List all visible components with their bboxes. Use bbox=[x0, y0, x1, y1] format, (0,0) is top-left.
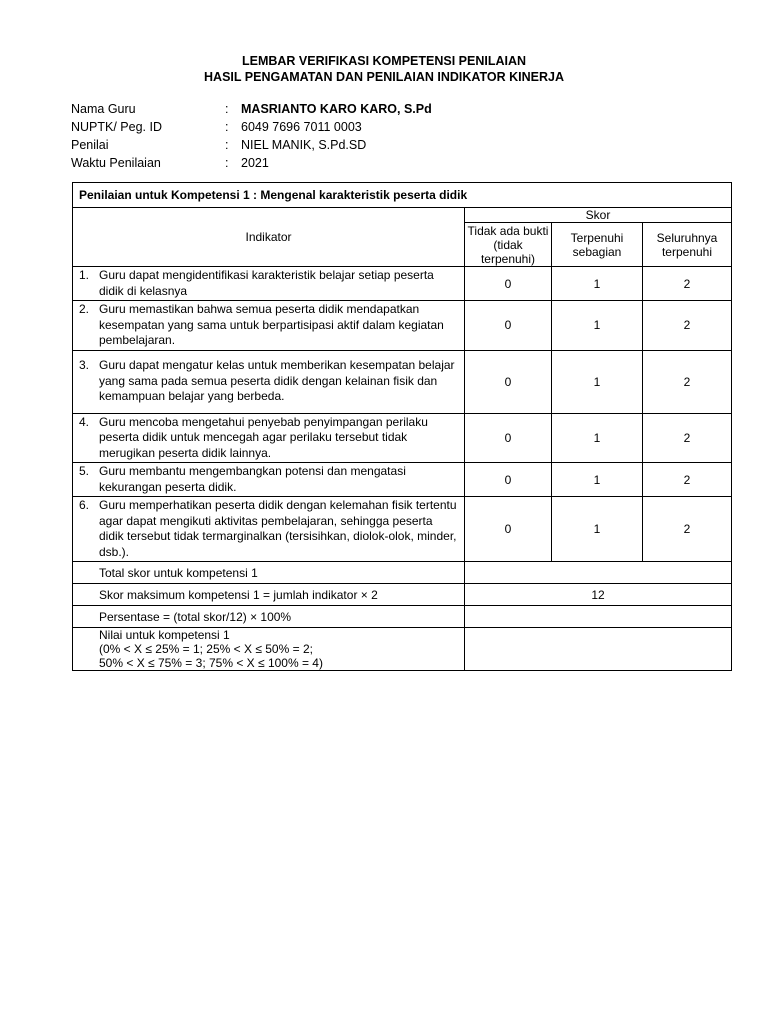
score-1: 1 bbox=[552, 301, 643, 351]
info-value-penilai: NIEL MANIK, S.Pd.SD bbox=[241, 138, 367, 152]
percentage-label: Persentase = (total skor/12) × 100% bbox=[73, 606, 465, 628]
score-1: 1 bbox=[552, 267, 643, 301]
indicator-cell bbox=[73, 301, 465, 351]
assessment-table bbox=[72, 182, 732, 671]
competency-title-row bbox=[73, 183, 732, 208]
score-0: 0 bbox=[465, 497, 552, 562]
score-1: 1 bbox=[552, 350, 643, 413]
indicator-text: Guru memperhatikan peserta didik dengan kelemahan fisik tertentu agar dapat mengikuti aktivitas pembelajaran, sehingga peserta didik tersebut tidak termarginalkan (tersisihkan, diolok-olok, minder, dsb.). bbox=[99, 498, 457, 559]
table-row bbox=[73, 301, 732, 351]
info-label: Waktu Penilaian bbox=[71, 156, 161, 170]
indicator-text: Guru mencoba mengetahui penyebab penyimpangan perilaku peserta didik untuk mencegah agar perilaku tersebut tidak merugikan peserta didik lainnya. bbox=[99, 414, 428, 460]
score-2: 2 bbox=[643, 267, 732, 301]
total-row bbox=[73, 562, 732, 584]
info-colon: : bbox=[225, 102, 229, 116]
info-row-nuptk bbox=[71, 118, 432, 136]
info-row-nama-guru bbox=[71, 100, 432, 118]
indicator-number: 5. bbox=[79, 464, 90, 478]
document-subtitle: HASIL PENGAMATAN DAN PENILAIAN INDIKATOR KINERJA bbox=[204, 70, 564, 84]
indicator-cell bbox=[73, 350, 465, 413]
max-row bbox=[73, 584, 732, 606]
score-1: 1 bbox=[552, 497, 643, 562]
total-label: Total skor untuk kompetensi 1 bbox=[73, 562, 465, 584]
info-value-nuptk: 6049 7696 7011 0003 bbox=[241, 120, 362, 134]
info-label: Penilai bbox=[71, 138, 109, 152]
indicator-cell bbox=[73, 463, 465, 497]
indicator-cell bbox=[73, 497, 465, 562]
info-row-waktu bbox=[71, 154, 432, 172]
info-value-nama-guru: MASRIANTO KARO KARO, S.Pd bbox=[241, 102, 432, 116]
header-row-skor bbox=[73, 208, 732, 223]
max-label: Skor maksimum kompetensi 1 = jumlah indikator × 2 bbox=[73, 584, 465, 606]
indicator-text: Guru membantu mengembangkan potensi dan mengatasi kekurangan peserta didik. bbox=[99, 464, 406, 494]
table-row bbox=[73, 350, 732, 413]
score-0: 0 bbox=[465, 463, 552, 497]
indicator-cell bbox=[73, 413, 465, 463]
score-0: 0 bbox=[465, 301, 552, 351]
score-2: 2 bbox=[643, 497, 732, 562]
teacher-info bbox=[71, 100, 432, 172]
info-value-waktu: 2021 bbox=[241, 156, 269, 170]
indicator-text: Guru memastikan bahwa semua peserta didik mendapatkan kesempatan yang sama untuk berpartisipasi aktif dalam kegiatan pembelajaran. bbox=[99, 302, 444, 347]
indicator-number: 4. bbox=[79, 414, 90, 429]
percentage-row bbox=[73, 606, 732, 628]
competency-title: Penilaian untuk Kompetensi 1 : Mengenal karakteristik peserta didik bbox=[73, 183, 732, 208]
col-header-tidak-ada-bukti: Tidak ada bukti (tidak terpenuhi) bbox=[465, 223, 552, 267]
nilai-line-2: (0% < X ≤ 25% = 1; 25% < X ≤ 50% = 2; bbox=[99, 642, 313, 656]
nilai-value bbox=[465, 628, 732, 671]
score-0: 0 bbox=[465, 267, 552, 301]
score-1: 1 bbox=[552, 463, 643, 497]
info-colon: : bbox=[225, 138, 229, 152]
table-row bbox=[73, 413, 732, 463]
indikator-header: Indikator bbox=[73, 208, 465, 267]
nilai-label bbox=[73, 628, 465, 671]
indicator-text: Guru dapat mengidentifikasi karakteristik belajar setiap peserta didik di kelasnya bbox=[99, 268, 434, 298]
score-0: 0 bbox=[465, 413, 552, 463]
indicator-number: 1. bbox=[79, 268, 90, 282]
nilai-line-3: 50% < X ≤ 75% = 3; 75% < X ≤ 100% = 4) bbox=[99, 656, 323, 670]
score-2: 2 bbox=[643, 301, 732, 351]
col-header-terpenuhi-sebagian: Terpenuhi sebagian bbox=[552, 223, 643, 267]
score-2: 2 bbox=[643, 413, 732, 463]
document-title: LEMBAR VERIFIKASI KOMPETENSI PENILAIAN bbox=[241, 54, 527, 68]
score-2: 2 bbox=[643, 463, 732, 497]
info-row-penilai bbox=[71, 136, 432, 154]
total-value bbox=[465, 562, 732, 584]
percentage-value bbox=[465, 606, 732, 628]
col-header-seluruhnya-terpenuhi: Seluruhnya terpenuhi bbox=[643, 223, 732, 267]
score-1: 1 bbox=[552, 413, 643, 463]
score-0: 0 bbox=[465, 350, 552, 413]
skor-header: Skor bbox=[465, 208, 732, 223]
indicator-cell bbox=[73, 267, 465, 301]
nilai-line-1: Nilai untuk kompetensi 1 bbox=[99, 628, 230, 642]
nilai-row bbox=[73, 628, 732, 671]
info-colon: : bbox=[225, 156, 229, 170]
table-row bbox=[73, 497, 732, 562]
info-colon: : bbox=[225, 120, 229, 134]
table-row bbox=[73, 267, 732, 301]
indicator-number: 6. bbox=[79, 498, 90, 512]
indicator-number: 2. bbox=[79, 302, 90, 316]
table-row bbox=[73, 463, 732, 497]
indicator-number: 3. bbox=[79, 358, 90, 373]
score-2: 2 bbox=[643, 350, 732, 413]
info-label: NUPTK/ Peg. ID bbox=[71, 120, 162, 134]
info-label: Nama Guru bbox=[71, 102, 136, 116]
max-value: 12 bbox=[465, 584, 732, 606]
indicator-text: Guru dapat mengatur kelas untuk memberikan kesempatan belajar yang sama pada semua peserta didik dengan kelainan fisik dan kemampuan belajar yang berbeda. bbox=[99, 358, 455, 404]
